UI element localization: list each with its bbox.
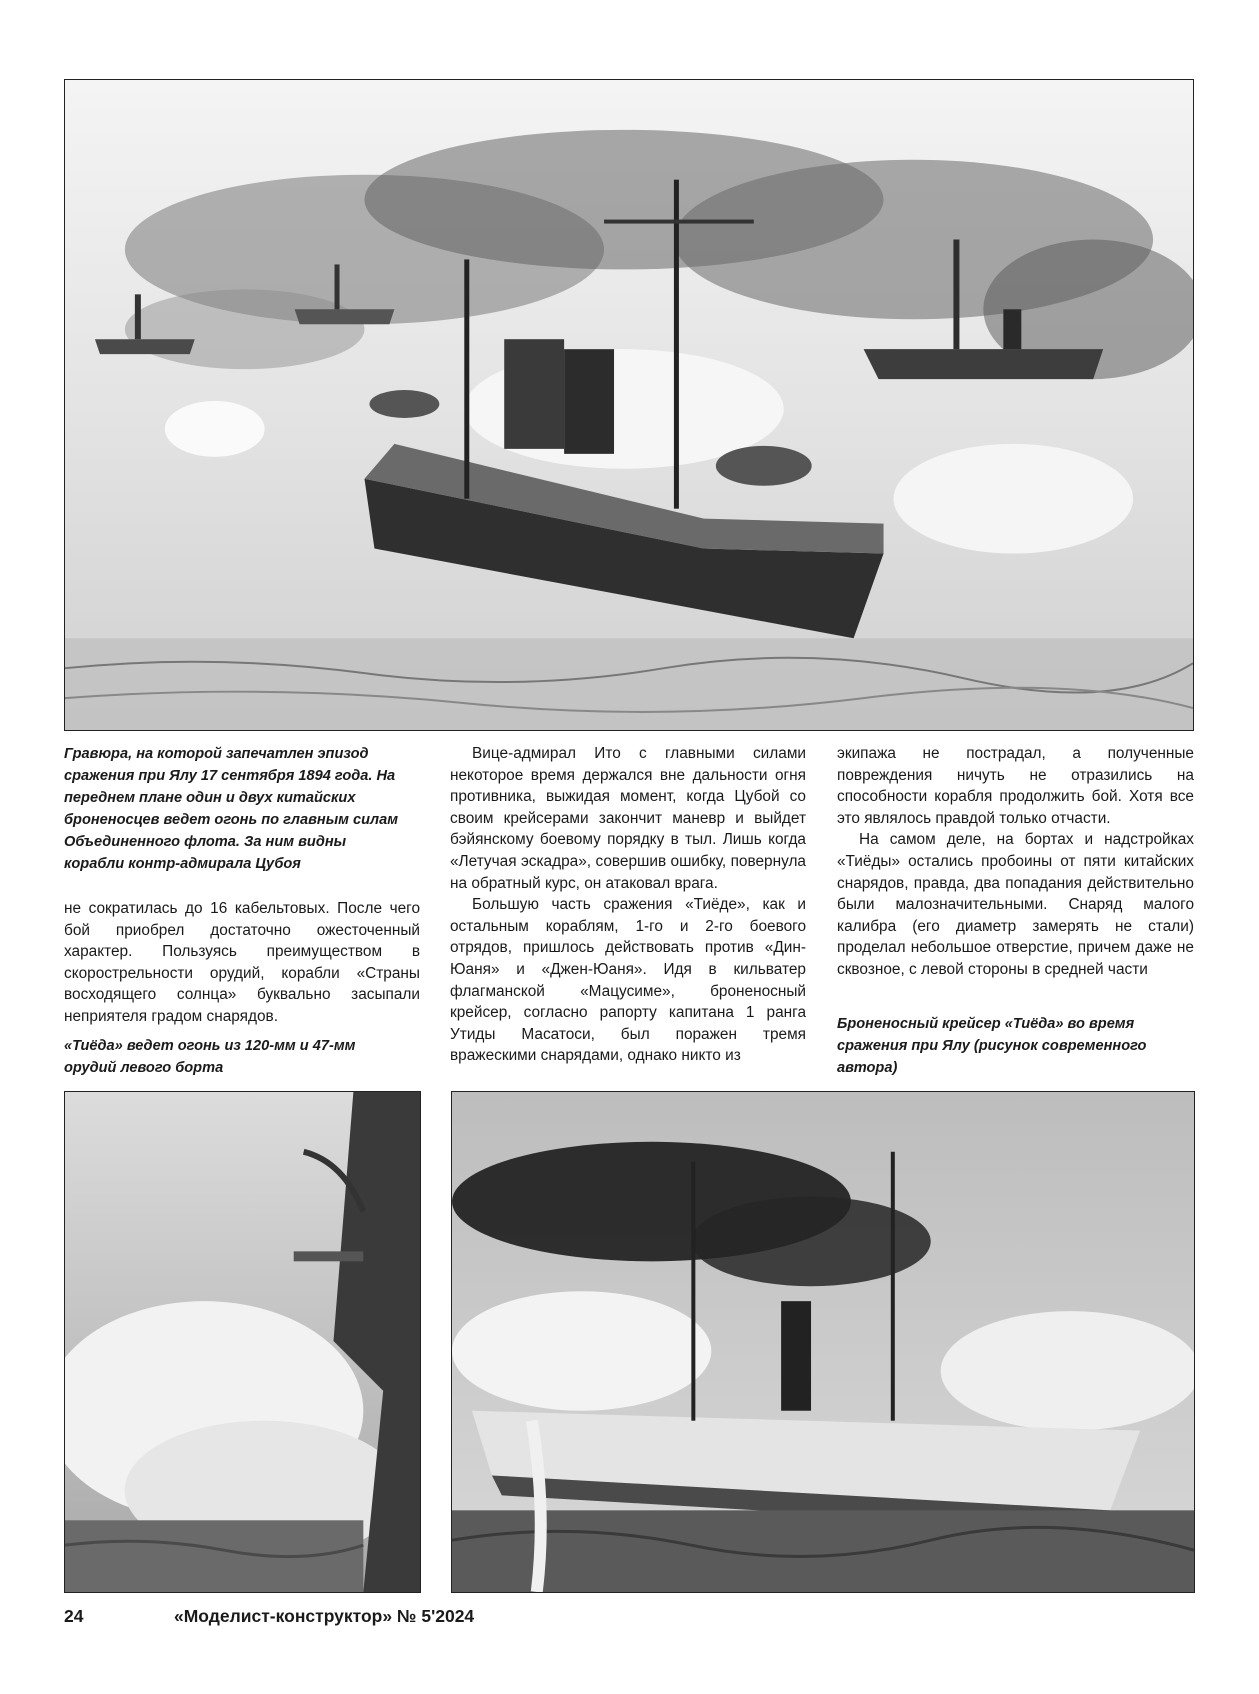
top-figure-caption: Гравюра, на которой запечатлен эпизод сражения при Ялу 17 сентября 1894 года. На переднем плане один и двух китайских броненосцев ведет огонь по главным силам Объединенного флота. За ним видны корабли контр-адмирала Цубоя: [64, 746, 399, 872]
left-figure-caption: «Тиёда» ведет огонь из 120-мм и 47-мм орудий левого борта: [64, 1038, 356, 1076]
gunfire-photo-image: [64, 1091, 421, 1593]
battle-engraving-image: [64, 79, 1194, 731]
paragraph: Вице-адмирал Ито с главными силами некоторое время держался вне дальности огня противника, выжидая момент, когда Цубой со своим крейсерами закончит маневр и выйдет бэйянскому боевому порядку в тыл. Лишь когда «Летучая эскадра», совершив ошибку, повернула на обратный курс, он атаковал врага.: [450, 745, 806, 892]
paragraph: экипажа не пострадал, а полученные повреждения ничуть не отразились на способности корабля продолжить бой. Хотя все это являлось правдой только отчасти.: [837, 745, 1194, 827]
paragraph: не сократилась до 16 кабельтовых. После чего бой приобрел достаточно ожесточенный характер. Пользуясь преимуществом в скорострельности орудий, корабли «Страны восходящего солнца» буквально засыпали неприятеля градом снарядов.: [64, 900, 420, 1025]
column-3-text: [837, 743, 1194, 981]
paragraph: На самом деле, на бортах и надстройках «Тиёды» остались пробоины от пяти китайских снарядов, правда, два попадания действительно были малозначительными. Снаряд малого калибра (его диаметр замерять не стали) проделал небольшое отверстие, причем даже не сквозное, с левой стороны в средней части: [837, 831, 1194, 978]
column-2-text: [450, 743, 806, 1067]
right-figure-caption: Броненосный крейсер «Тиёда» во время сражения при Ялу (рисунок современного автора): [837, 1016, 1147, 1076]
paragraph: Большую часть сражения «Тиёде», как и остальным кораблям, 1-го и 2-го боевого отрядов, пришлось действовать против «Дин-Юаня» и «Джен-Юаня». Идя в кильватер флагманской «Мацусиме», броненосный крейсер, согласно рапорту капитана 1 ранга Утиды Масатоси, был поражен тремя вражескими снарядами, однако никто из: [450, 896, 806, 1065]
column-1-text: [64, 898, 420, 1028]
cruiser-chiyoda-painting-image: [451, 1091, 1195, 1593]
page-number: 24: [64, 1606, 84, 1626]
magazine-title: «Моделист-конструктор» № 5'2024: [174, 1606, 475, 1626]
